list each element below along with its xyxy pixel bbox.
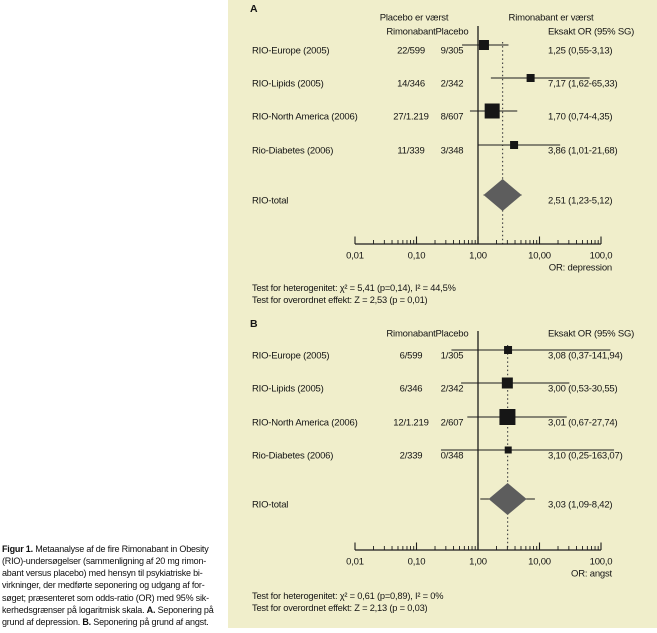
control-count: 9/305 (440, 45, 464, 57)
caption-bold-text: Figur 1. (2, 544, 33, 554)
total-or-ci-value: 2,51 (1,23-5,12) (548, 195, 613, 207)
or-ci-value: 1,70 (0,74-4,35) (548, 111, 613, 123)
tick-label: 0,10 (407, 250, 426, 262)
or-square-marker (510, 141, 518, 149)
caption-text: Seponering på grund af angst. (90, 616, 209, 627)
study-label: Rio-Diabetes (2006) (252, 145, 334, 157)
total-label: RIO-total (252, 195, 289, 207)
test-footnote: Test for overordnet effekt: Z = 2,53 (p = 0,01) (252, 295, 428, 305)
study-label: Rio-Diabetes (2006) (252, 450, 334, 462)
panel-label: B (250, 318, 258, 330)
control-count: 2/607 (440, 417, 464, 429)
study-label: RIO-Europe (2005) (252, 45, 330, 57)
test-footnote: Test for overordnet effekt: Z = 2,13 (p = 0,03) (252, 603, 428, 613)
tick-label: 10,00 (528, 556, 551, 568)
col-header-treatment: Rimonabant (386, 26, 436, 38)
col-header-control: Placebo (435, 26, 469, 38)
treatment-count: 12/1.219 (393, 417, 429, 429)
or-square-marker (505, 447, 512, 454)
caption-text: søget; præsenteret som odds-ratio (OR) med 95% sik- (2, 592, 209, 603)
study-label: RIO-North America (2006) (252, 417, 358, 429)
or-square-marker (499, 409, 515, 425)
treatment-count: 27/1.219 (393, 111, 429, 123)
caption-line (2, 555, 228, 567)
total-label: RIO-total (252, 499, 289, 511)
test-footnote: Test for heterogenitet: χ² = 0,61 (p=0,89), I² = 0% (252, 591, 444, 601)
study-label: RIO-North America (2006) (252, 111, 358, 123)
summary-diamond (484, 179, 522, 211)
study-label: RIO-Lipids (2005) (252, 78, 324, 90)
tick-label: 100,0 (589, 556, 613, 568)
treatment-count: 6/599 (399, 350, 423, 362)
or-ci-value: 3,86 (1,01-21,68) (548, 145, 618, 157)
caption-text: grund af depression. (2, 616, 83, 627)
caption-text: (RIO)-undersøgelser (sammenligning af 20 mg rimon- (2, 556, 207, 567)
test-footnote: Test for heterogenitet: χ² = 5,41 (p=0,14), I² = 44,5% (252, 283, 456, 293)
or-square-marker (527, 74, 535, 82)
treatment-count: 22/599 (397, 45, 425, 57)
x-axis-title: OR: depression (548, 262, 612, 274)
control-count: 1/305 (440, 350, 464, 362)
figure-caption (2, 543, 228, 628)
caption-line (2, 567, 228, 579)
or-square-marker (504, 346, 512, 354)
control-count: 2/342 (440, 383, 464, 395)
col-header-control: Placebo (435, 328, 469, 340)
treatment-count: 11/339 (397, 145, 425, 157)
caption-line (2, 592, 228, 604)
study-label: RIO-Europe (2005) (252, 350, 330, 362)
forest-plots-svg (228, 0, 657, 628)
control-count: 3/348 (440, 145, 464, 157)
x-axis-title: OR: angst (571, 568, 612, 580)
or-ci-value: 1,25 (0,55-3,13) (548, 45, 613, 57)
control-count: 2/342 (440, 78, 464, 90)
caption-text: Seponering på (155, 604, 214, 615)
panel-label: A (250, 3, 258, 15)
caption-text: abant versus placebo) med hensyn til psykiatriske bi- (2, 568, 203, 579)
caption-line (2, 604, 228, 616)
tick-label: 0,10 (407, 556, 426, 568)
tick-label: 1,00 (469, 556, 487, 568)
tick-label: 0,01 (346, 250, 364, 262)
treatment-count: 2/339 (399, 450, 423, 462)
forest-plot-panel (228, 0, 657, 628)
or-square-marker (485, 104, 500, 119)
caption-text: kerhedsgrænser på logaritmisk skala. (2, 604, 147, 615)
caption-line (2, 579, 228, 591)
treatment-count: 14/346 (397, 78, 425, 90)
col-header-effect: Eksakt OR (95% SG) (548, 26, 635, 38)
total-or-ci-value: 3,03 (1,09-8,42) (548, 499, 613, 511)
control-count: 8/607 (440, 111, 464, 123)
or-ci-value: 3,08 (0,37-141,94) (548, 350, 623, 362)
or-square-marker (502, 378, 513, 389)
or-square-marker (479, 40, 489, 50)
group-header-right: Rimonabant er værst (508, 12, 594, 24)
group-header-left: Placebo er værst (379, 12, 449, 24)
treatment-count: 6/346 (399, 383, 423, 395)
study-label: RIO-Lipids (2005) (252, 383, 324, 395)
caption-line (2, 543, 228, 555)
summary-diamond (489, 483, 527, 515)
tick-label: 0,01 (346, 556, 364, 568)
tick-label: 100,0 (589, 250, 613, 262)
caption-line (2, 616, 228, 628)
tick-label: 1,00 (469, 250, 487, 262)
tick-label: 10,00 (528, 250, 551, 262)
caption-text: Metaanalyse af de fire Rimonabant in Obesity (32, 544, 209, 554)
or-ci-value: 3,10 (0,25-163,07) (548, 450, 623, 462)
caption-bold-text: A. (146, 604, 156, 615)
or-ci-value: 3,00 (0,53-30,55) (548, 383, 618, 395)
col-header-effect: Eksakt OR (95% SG) (548, 328, 635, 340)
control-count: 0/348 (440, 450, 464, 462)
or-ci-value: 7,17 (1,62-65,33) (548, 78, 618, 90)
col-header-treatment: Rimonabant (386, 328, 436, 340)
caption-bold-text: B. (82, 616, 91, 627)
caption-text: virkninger, der medførte seponering og udgang af for- (2, 580, 205, 591)
or-ci-value: 3,01 (0,67-27,74) (548, 417, 618, 429)
